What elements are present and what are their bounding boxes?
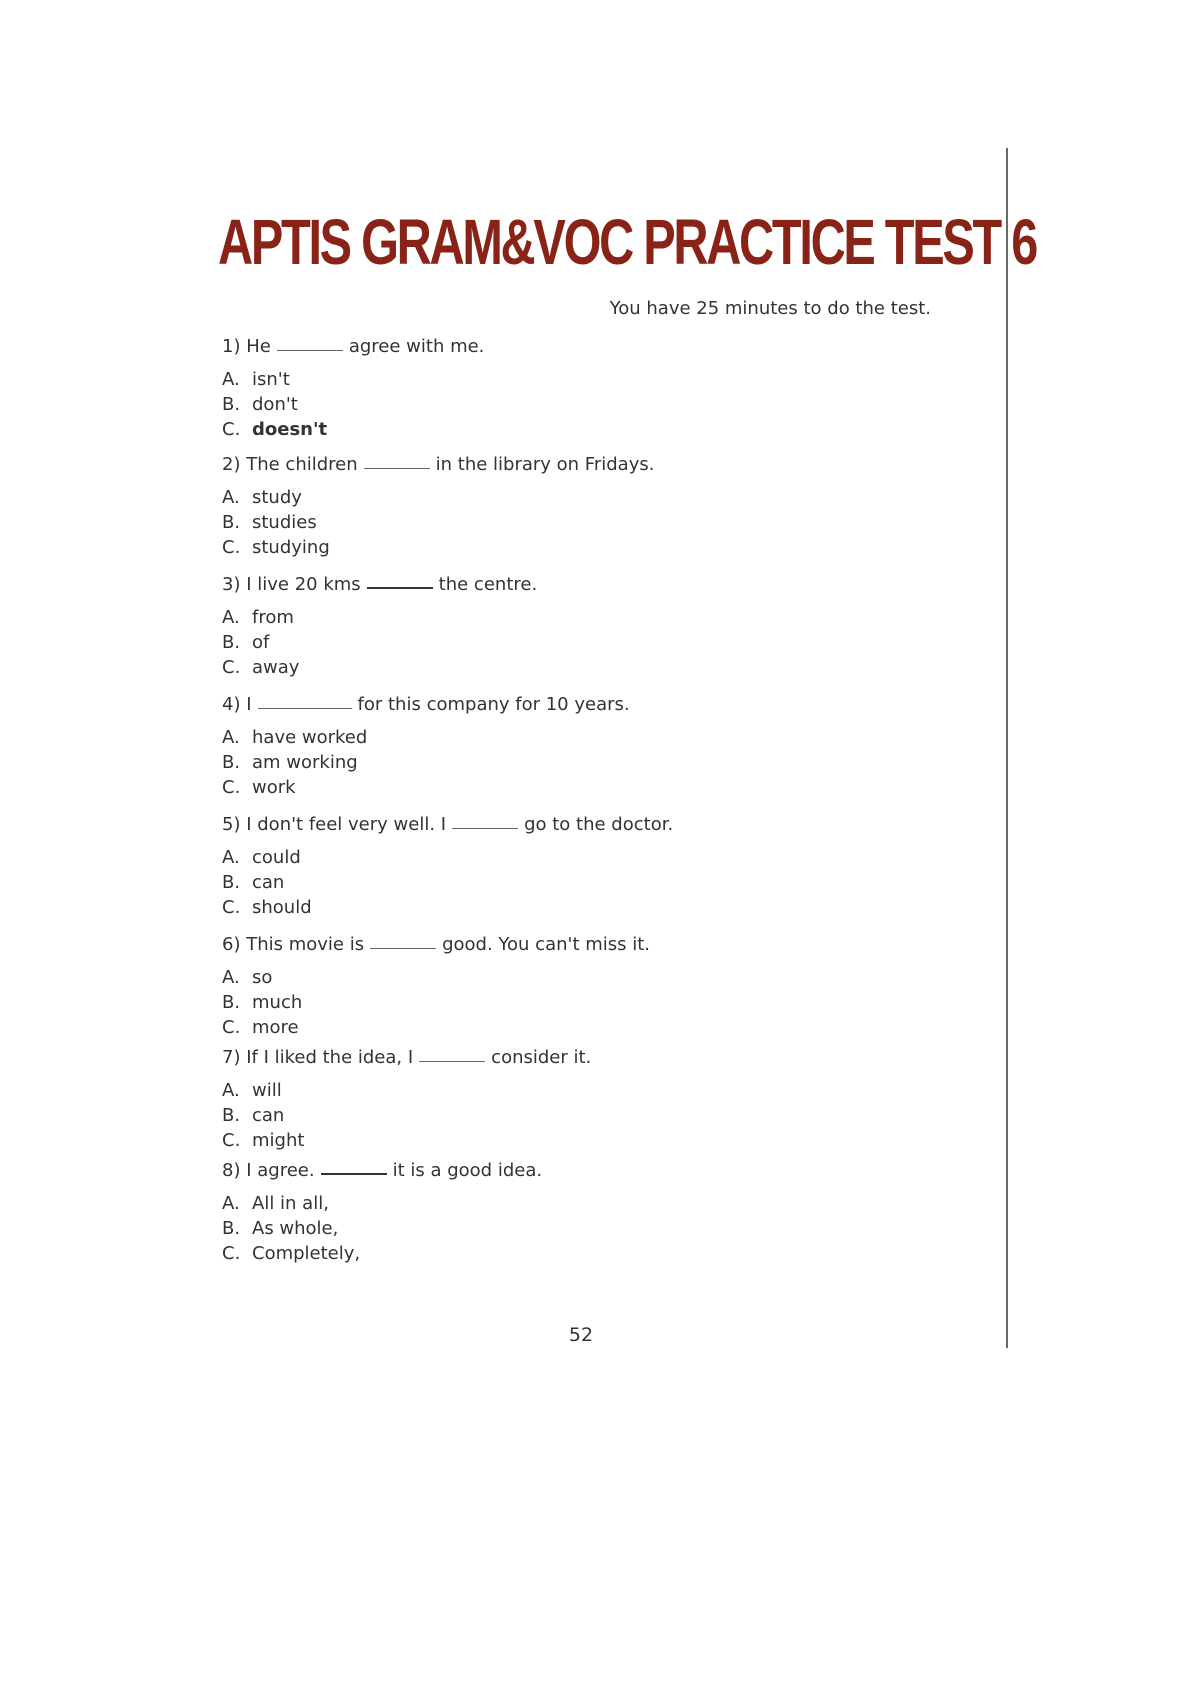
option-list	[222, 965, 982, 1040]
option-letter: B.	[222, 872, 241, 893]
option-a[interactable]	[222, 725, 982, 750]
option-text: As whole,	[252, 1218, 339, 1239]
question-stem-after: go to the doctor.	[524, 814, 674, 835]
option-text: study	[252, 487, 302, 508]
option-a[interactable]	[222, 367, 982, 392]
question-stem-before: The children	[246, 454, 358, 475]
option-b[interactable]	[222, 750, 982, 775]
page-number: 52	[568, 1324, 594, 1346]
question-stem-before: I	[246, 694, 252, 715]
question-3-text	[222, 572, 982, 598]
option-letter: B.	[222, 992, 241, 1013]
question-2-text	[222, 452, 982, 478]
option-text: should	[252, 897, 312, 918]
option-letter: B.	[222, 752, 241, 773]
option-letter: B.	[222, 1105, 241, 1126]
option-text: have worked	[252, 727, 368, 748]
option-letter: C.	[222, 657, 241, 678]
question-7-text	[222, 1045, 982, 1071]
question-8-text	[222, 1158, 982, 1184]
option-list	[222, 367, 982, 442]
option-letter: C.	[222, 419, 241, 440]
option-text: could	[252, 847, 301, 868]
option-c[interactable]	[222, 417, 982, 442]
option-letter: A.	[222, 487, 240, 508]
question-1-text	[222, 334, 982, 360]
option-text: work	[252, 777, 296, 798]
option-a[interactable]	[222, 1078, 982, 1103]
option-b[interactable]	[222, 392, 982, 417]
question-stem-before: I live 20 kms	[246, 574, 361, 595]
option-letter: C.	[222, 1243, 241, 1264]
option-text: might	[252, 1130, 305, 1151]
answer-blank	[452, 827, 518, 829]
question-stem-before: If I liked the idea, I	[246, 1047, 414, 1068]
question-7	[222, 1045, 982, 1158]
option-text: from	[252, 607, 294, 628]
option-c[interactable]	[222, 895, 982, 920]
option-letter: A.	[222, 1080, 240, 1101]
time-instruction: You have 25 minutes to do the test.	[609, 298, 931, 319]
option-list	[222, 605, 982, 680]
option-b[interactable]	[222, 1103, 982, 1128]
question-stem-after: agree with me.	[348, 336, 485, 357]
option-c[interactable]	[222, 655, 982, 680]
option-text: All in all,	[252, 1193, 329, 1214]
question-list	[222, 334, 982, 1271]
question-stem-before: This movie is	[246, 934, 365, 955]
question-6	[222, 932, 982, 1045]
option-letter: B.	[222, 632, 241, 653]
option-letter: C.	[222, 537, 241, 558]
option-list	[222, 485, 982, 560]
option-c[interactable]	[222, 775, 982, 800]
option-letter: A.	[222, 607, 240, 628]
option-letter: A.	[222, 967, 240, 988]
option-text: studying	[252, 537, 330, 558]
option-letter: A.	[222, 1193, 240, 1214]
option-list	[222, 845, 982, 920]
option-a[interactable]	[222, 1191, 982, 1216]
option-text: can	[252, 872, 285, 893]
page-title: APTIS GRAM&VOC PRACTICE TEST 6	[218, 206, 1036, 278]
option-letter: A.	[222, 369, 240, 390]
option-letter: C.	[222, 1017, 241, 1038]
question-number: 8)	[222, 1160, 241, 1181]
question-stem-after: good. You can't miss it.	[442, 934, 651, 955]
option-text: away	[252, 657, 300, 678]
option-text: am working	[252, 752, 358, 773]
question-stem-after: the centre.	[438, 574, 538, 595]
question-5	[222, 812, 982, 932]
question-number: 6)	[222, 934, 241, 955]
question-stem-after: it is a good idea.	[392, 1160, 543, 1181]
option-letter: C.	[222, 1130, 241, 1151]
question-stem-before: I agree.	[246, 1160, 315, 1181]
option-text: of	[252, 632, 270, 653]
option-list	[222, 725, 982, 800]
option-list	[222, 1191, 982, 1266]
option-b[interactable]	[222, 870, 982, 895]
option-text: more	[252, 1017, 299, 1038]
option-text: can	[252, 1105, 285, 1126]
question-stem-before: He	[246, 336, 271, 357]
question-number: 2)	[222, 454, 241, 475]
question-stem-after: for this company for 10 years.	[357, 694, 630, 715]
option-a[interactable]	[222, 965, 982, 990]
option-letter: A.	[222, 847, 240, 868]
answer-blank	[321, 1172, 387, 1175]
option-b[interactable]	[222, 1216, 982, 1241]
question-2	[222, 452, 982, 572]
option-b[interactable]	[222, 990, 982, 1015]
option-a[interactable]	[222, 845, 982, 870]
option-list	[222, 1078, 982, 1153]
option-b[interactable]	[222, 510, 982, 535]
answer-blank	[277, 349, 343, 351]
page-edge-rule	[1006, 148, 1008, 1348]
option-text: much	[252, 992, 303, 1013]
option-c[interactable]	[222, 1241, 982, 1266]
option-a[interactable]	[222, 485, 982, 510]
option-text: isn't	[252, 369, 290, 390]
answer-blank	[370, 947, 436, 949]
answer-blank	[419, 1060, 485, 1062]
option-a[interactable]	[222, 605, 982, 630]
option-b[interactable]	[222, 630, 982, 655]
option-c[interactable]	[222, 1128, 982, 1153]
question-8	[222, 1158, 982, 1271]
question-number: 7)	[222, 1047, 241, 1068]
question-4-text	[222, 692, 982, 718]
option-text: studies	[252, 512, 317, 533]
answer-blank	[364, 467, 430, 469]
option-c[interactable]	[222, 535, 982, 560]
option-text: don't	[252, 394, 298, 415]
option-letter: A.	[222, 727, 240, 748]
option-letter: B.	[222, 394, 241, 415]
question-4	[222, 692, 982, 812]
option-c[interactable]	[222, 1015, 982, 1040]
question-number: 4)	[222, 694, 241, 715]
question-6-text	[222, 932, 982, 958]
answer-blank	[367, 586, 433, 589]
question-3	[222, 572, 982, 692]
option-letter: C.	[222, 777, 241, 798]
question-stem-before: I don't feel very well. I	[246, 814, 447, 835]
question-5-text	[222, 812, 982, 838]
option-letter: B.	[222, 512, 241, 533]
option-text: so	[252, 967, 273, 988]
question-number: 5)	[222, 814, 241, 835]
question-number: 3)	[222, 574, 241, 595]
option-letter: C.	[222, 897, 241, 918]
option-text: doesn't	[252, 419, 328, 440]
question-stem-after: consider it.	[491, 1047, 592, 1068]
question-1	[222, 334, 982, 452]
option-letter: B.	[222, 1218, 241, 1239]
answer-blank	[258, 707, 352, 709]
question-stem-after: in the library on Fridays.	[435, 454, 655, 475]
option-text: will	[252, 1080, 282, 1101]
option-text: Completely,	[252, 1243, 361, 1264]
question-number: 1)	[222, 336, 241, 357]
